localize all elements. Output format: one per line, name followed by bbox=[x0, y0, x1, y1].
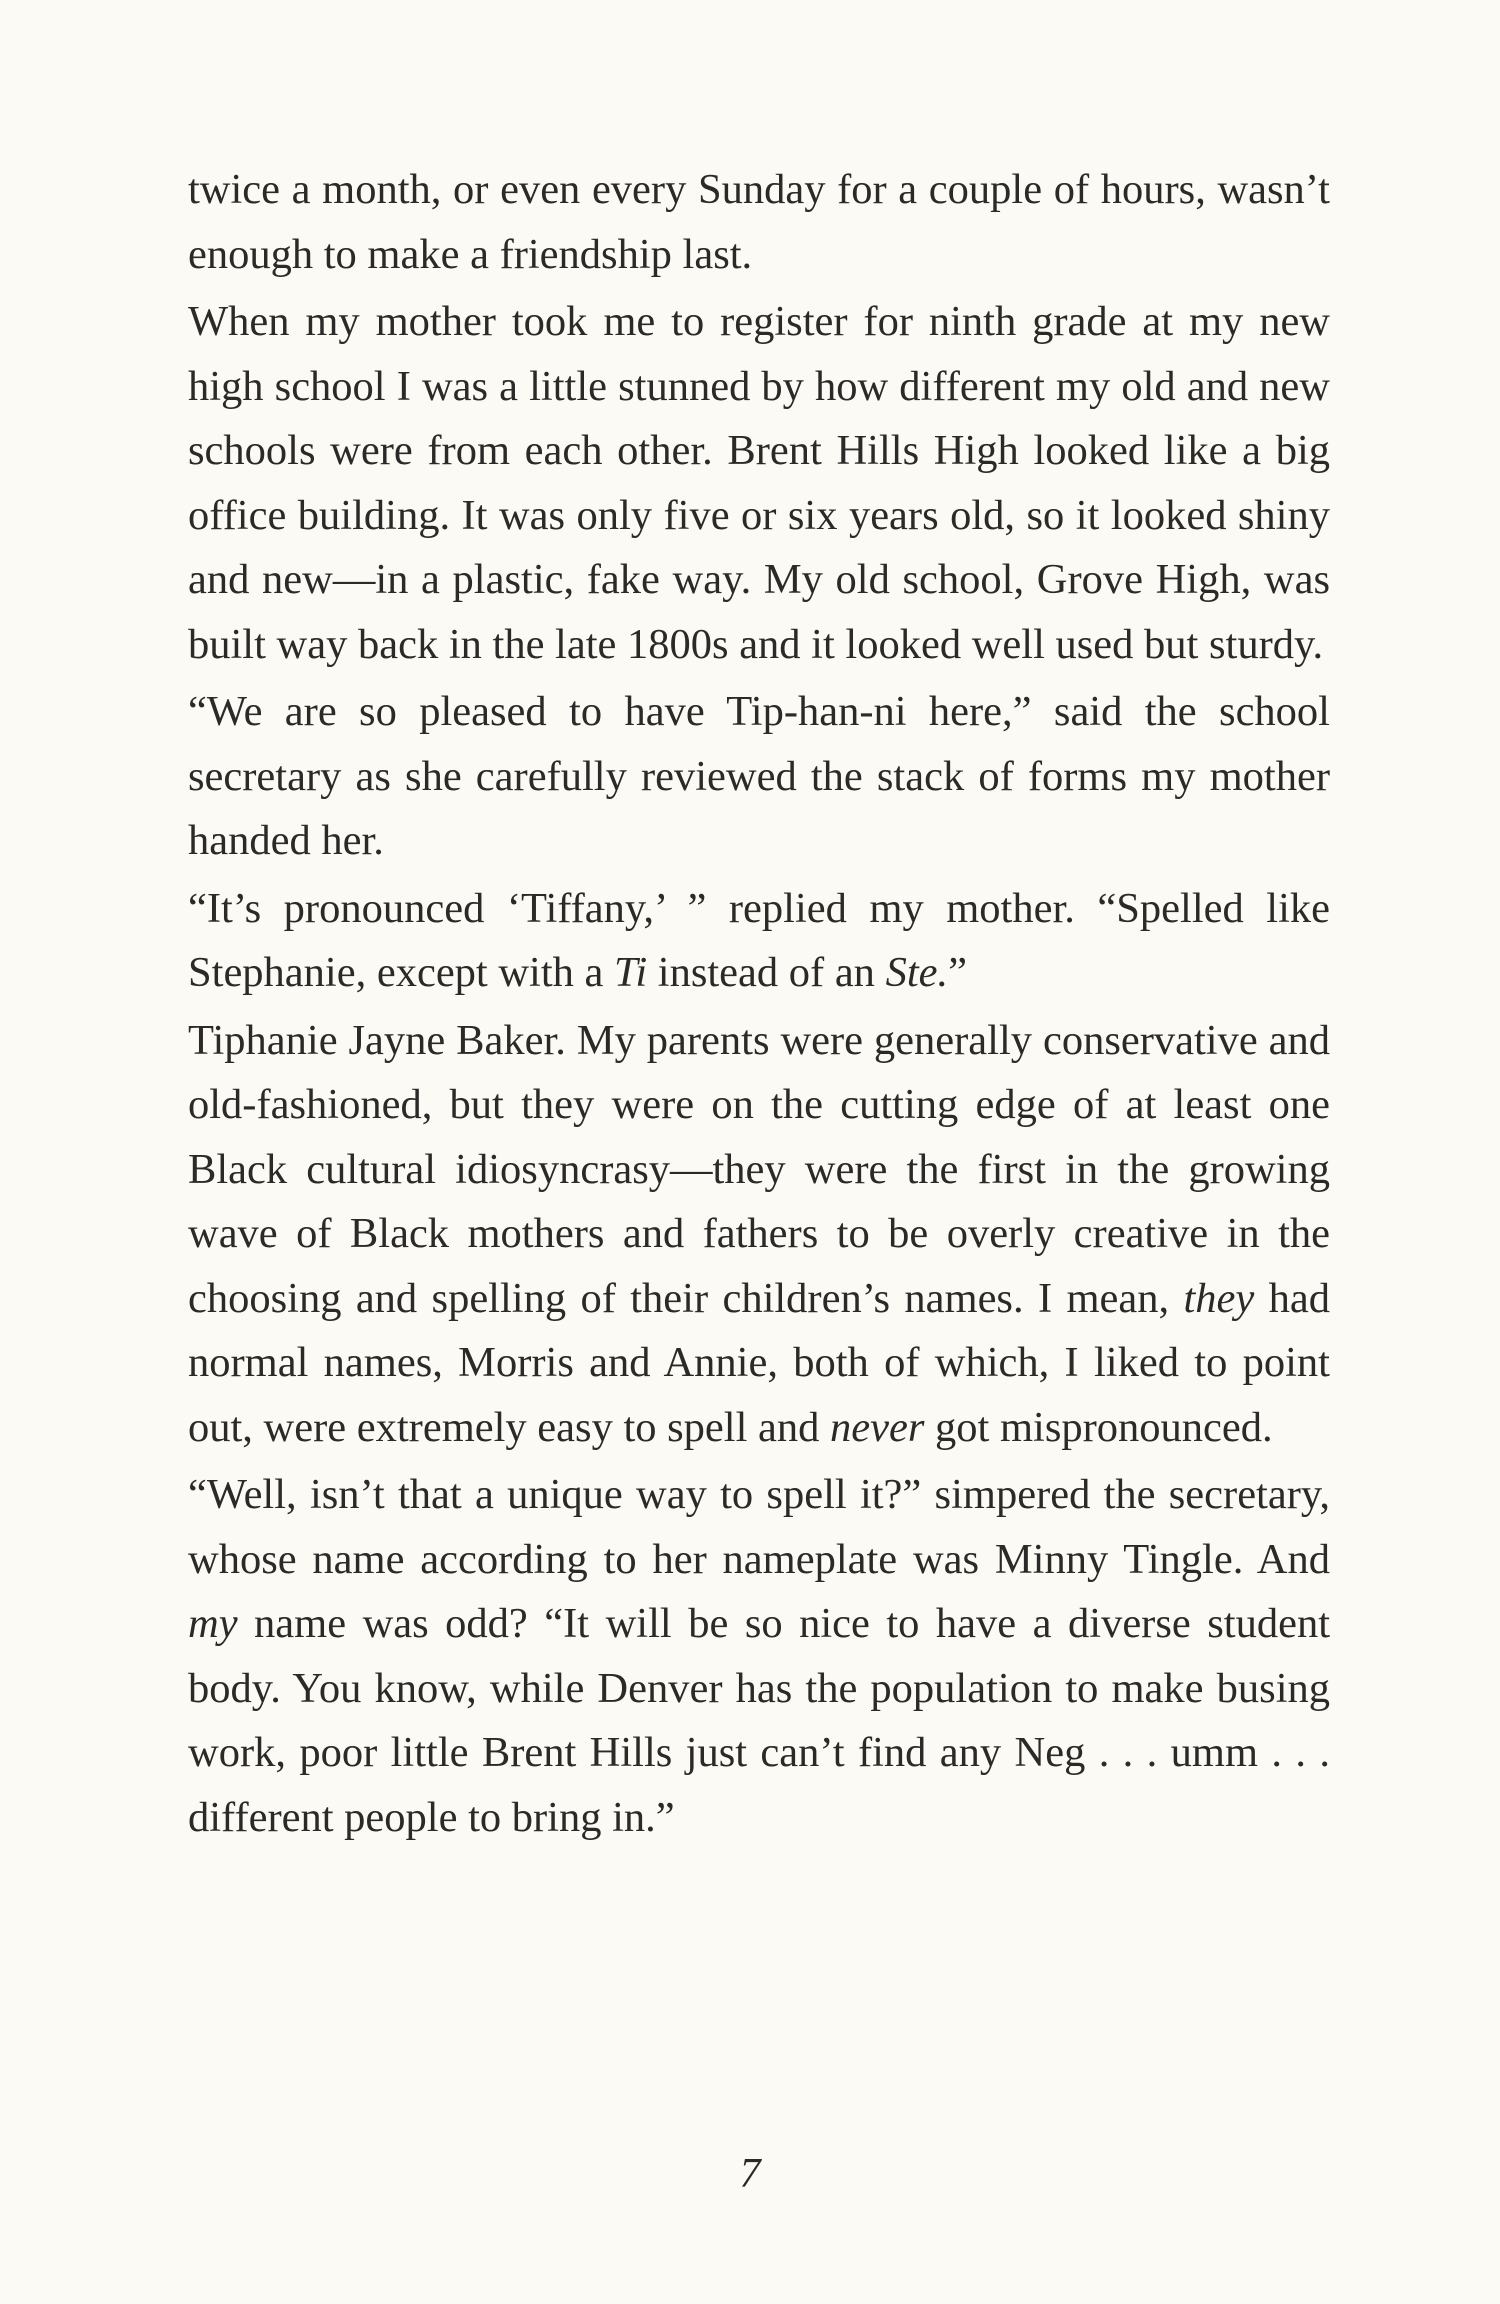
text-run: name was odd? “It will be so nice to have a diverse student body. You know, while Denver has the population to make busing work, poor little Brent Hills just can’t find any Neg . . . umm . . . different people to bring in.” bbox=[188, 1600, 1330, 1841]
italic-text-run: Ti bbox=[614, 949, 648, 996]
text-run: When my mother took me to register for ninth grade at my new high school I was a little stunned by how different my old and new schools were from each other. Brent Hills High looked like a big office building. It was only five or six years old, so it looked shiny and new—in a plastic, fake way. My old school, Grove High, was built way back in the late 1800s and it looked well used but sturdy. bbox=[188, 298, 1330, 668]
text-run: instead of an bbox=[647, 949, 886, 996]
page-number: 7 bbox=[739, 2151, 761, 2197]
paragraph bbox=[188, 290, 1330, 677]
text-run: Tiphanie Jayne Baker. My parents were generally conservative and old-fashioned, but they were on the cutting edge of at least one Black cultural idiosyncrasy—they were the first in the growing wave of Black mothers and fathers to be overly creative in the choosing and spelling of their children’s names. I mean, bbox=[188, 1016, 1330, 1322]
italic-text-run: they bbox=[1183, 1274, 1255, 1322]
text-run: ” bbox=[948, 949, 967, 996]
body-text bbox=[188, 158, 1330, 1850]
italic-text-run: my bbox=[188, 1600, 238, 1647]
paragraph bbox=[188, 1009, 1330, 1461]
paragraph bbox=[188, 1463, 1330, 1850]
paragraph bbox=[188, 877, 1330, 1006]
text-run: got mispronounced. bbox=[924, 1403, 1273, 1451]
paragraph bbox=[188, 158, 1330, 287]
text-run: had normal names, Morris and Annie, both of which, I liked to point out, were extremely easy to spell and bbox=[188, 1274, 1330, 1451]
italic-text-run: never bbox=[830, 1403, 925, 1451]
text-run: twice a month, or even every Sunday for a couple of hours, wasn’t enough to make a friendship last. bbox=[188, 166, 1330, 278]
paragraph bbox=[188, 680, 1330, 874]
italic-text-run: Ste. bbox=[885, 949, 949, 996]
text-run: “Well, isn’t that a unique way to spell it?” simpered the secretary, whose name according to her nameplate was Minny Tingle. And bbox=[188, 1471, 1330, 1583]
text-run: “We are so pleased to have Tip-han-ni here,” said the school secretary as she carefully reviewed the stack of forms my mother handed her. bbox=[188, 688, 1330, 864]
text-run: “It’s pronounced ‘Tiffany,’ ” replied my mother. “Spelled like Stephanie, except with a bbox=[188, 884, 1330, 996]
